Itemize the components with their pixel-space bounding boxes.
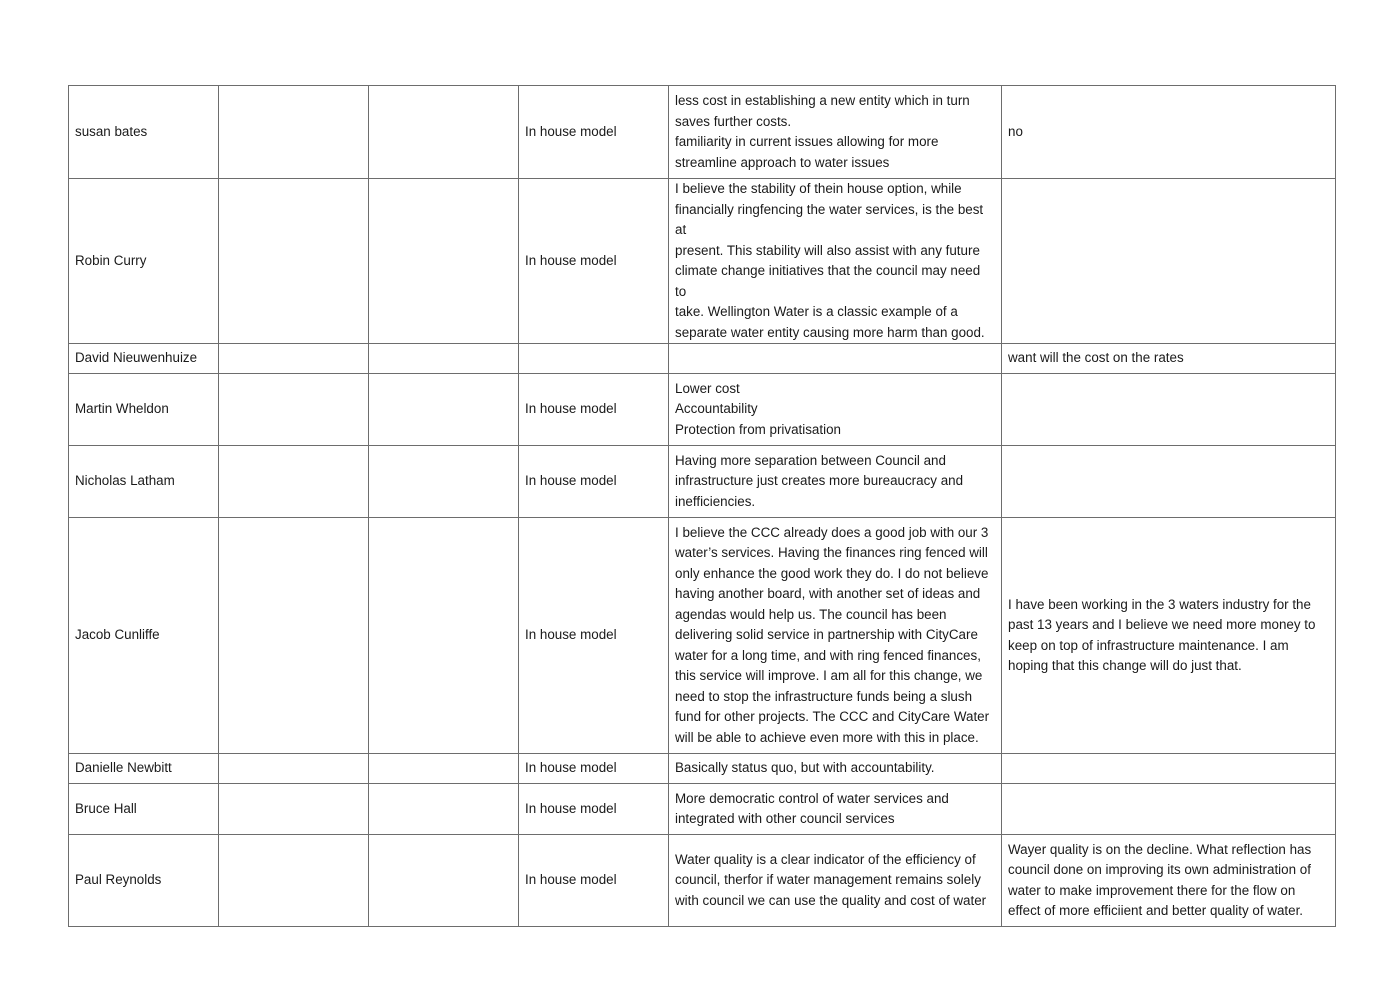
empty-cell xyxy=(219,374,369,446)
empty-cell xyxy=(219,754,369,784)
preferred-model: In house model xyxy=(519,835,669,927)
preferred-model: In house model xyxy=(519,754,669,784)
reason-text: Basically status quo, but with accountability. xyxy=(669,754,1002,784)
empty-cell xyxy=(369,835,519,927)
comment-text: no xyxy=(1002,86,1336,179)
preferred-model: In house model xyxy=(519,86,669,179)
empty-cell xyxy=(369,518,519,754)
reason-text: Water quality is a clear indicator of the efficiency of council, therfor if water management remains solely with council we can use the quality and cost of water xyxy=(669,835,1002,927)
empty-cell xyxy=(219,446,369,518)
empty-cell xyxy=(219,784,369,835)
empty-cell xyxy=(219,179,369,344)
table-row xyxy=(69,784,1336,835)
comment-text xyxy=(1002,374,1336,446)
preferred-model: In house model xyxy=(519,374,669,446)
empty-cell xyxy=(369,179,519,344)
submitter-name: Danielle Newbitt xyxy=(69,754,219,784)
reason-text: I believe the stability of thein house option, while financially ringfencing the water services, is the best at present. This stability will also assist with any future climate change initiatives that the council may need to take. Wellington Water is a classic example of a separate water entity causing more harm than good. xyxy=(669,179,1002,344)
submitter-name: David Nieuwenhuize xyxy=(69,344,219,374)
reason-text: Lower cost Accountability Protection from privatisation xyxy=(669,374,1002,446)
empty-cell xyxy=(219,835,369,927)
comment-text xyxy=(1002,179,1336,344)
empty-cell xyxy=(369,784,519,835)
submitter-name: Martin Wheldon xyxy=(69,374,219,446)
empty-cell xyxy=(219,518,369,754)
empty-cell xyxy=(369,446,519,518)
submitter-name: Bruce Hall xyxy=(69,784,219,835)
submitter-name: Jacob Cunliffe xyxy=(69,518,219,754)
preferred-model xyxy=(519,344,669,374)
comment-text: Wayer quality is on the decline. What reflection has council done on improving its own administration of water to make improvement there for the flow on effect of more efficiient and better quality of water. xyxy=(1002,835,1336,927)
reason-text xyxy=(669,344,1002,374)
empty-cell xyxy=(369,374,519,446)
submitter-name: Nicholas Latham xyxy=(69,446,219,518)
empty-cell xyxy=(369,86,519,179)
comment-text xyxy=(1002,784,1336,835)
empty-cell xyxy=(369,754,519,784)
submitter-name: Robin Curry xyxy=(69,179,219,344)
submissions-table xyxy=(68,85,1336,927)
table-row xyxy=(69,754,1336,784)
empty-cell xyxy=(219,86,369,179)
comment-text xyxy=(1002,754,1336,784)
table-row xyxy=(69,344,1336,374)
reason-text: More democratic control of water services and integrated with other council services xyxy=(669,784,1002,835)
comment-text xyxy=(1002,446,1336,518)
table-row xyxy=(69,374,1336,446)
table-row xyxy=(69,446,1336,518)
comment-text: want will the cost on the rates xyxy=(1002,344,1336,374)
table-row xyxy=(69,518,1336,754)
submitter-name: Paul Reynolds xyxy=(69,835,219,927)
table-row xyxy=(69,835,1336,927)
reason-text: less cost in establishing a new entity which in turn saves further costs. familiarity in current issues allowing for more streamline approach to water issues xyxy=(669,86,1002,179)
preferred-model: In house model xyxy=(519,518,669,754)
preferred-model: In house model xyxy=(519,179,669,344)
empty-cell xyxy=(219,344,369,374)
comment-text: I have been working in the 3 waters industry for the past 13 years and I believe we need more money to keep on top of infrastructure maintenance. I am hoping that this change will do just that. xyxy=(1002,518,1336,754)
preferred-model: In house model xyxy=(519,446,669,518)
table-row xyxy=(69,86,1336,179)
empty-cell xyxy=(369,344,519,374)
reason-text: Having more separation between Council and infrastructure just creates more bureaucracy and inefficiencies. xyxy=(669,446,1002,518)
preferred-model: In house model xyxy=(519,784,669,835)
reason-text: I believe the CCC already does a good job with our 3 water’s services. Having the finances ring fenced will only enhance the good work they do. I do not believe having another board, with another set of ideas and agendas would help us. The council has been delivering solid service in partnership with CityCare water for a long time, and with ring fenced finances, this service will improve. I am all for this change, we need to stop the infrastructure funds being a slush fund for other projects. The CCC and CityCare Water will be able to achieve even more with this in place. xyxy=(669,518,1002,754)
submitter-name: susan bates xyxy=(69,86,219,179)
table-row xyxy=(69,179,1336,344)
